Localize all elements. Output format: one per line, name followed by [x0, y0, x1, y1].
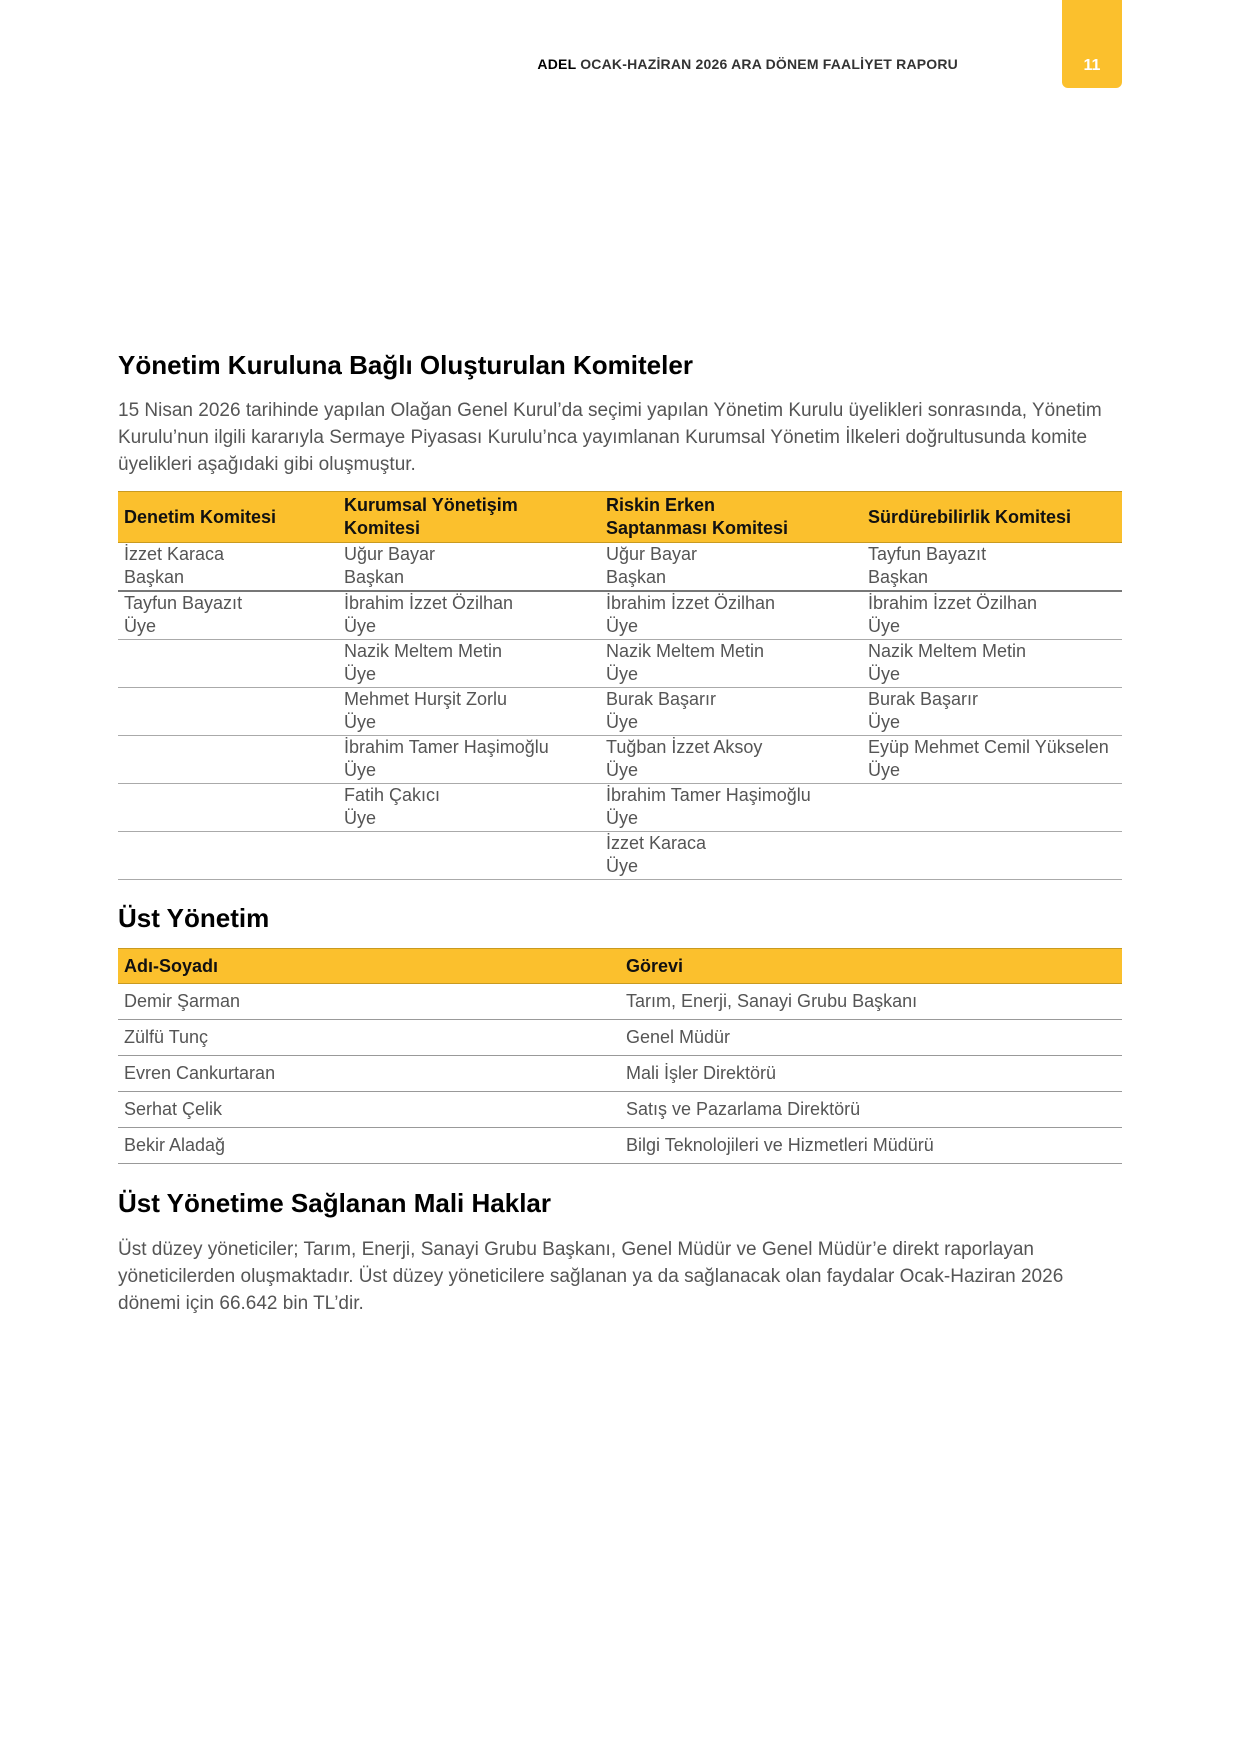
member-name: Nazik Meltem Metin	[868, 641, 1027, 661]
member-role: Üye	[868, 664, 901, 684]
rights-heading: Üst Yönetime Sağlanan Mali Haklar	[118, 1188, 551, 1218]
table-row	[118, 736, 1122, 784]
member-name: İzzet Karaca	[124, 544, 225, 564]
member-role: Üye	[344, 712, 377, 732]
member-name: Burak Başarır	[868, 689, 979, 709]
member-cell	[118, 591, 338, 640]
member-cell	[338, 832, 600, 880]
member-role: Üye	[344, 616, 377, 636]
management-table	[118, 948, 1122, 1164]
member-name: İzzet Karaca	[606, 833, 707, 853]
committee-header: Kurumsal Yönetişim Komitesi	[338, 492, 600, 543]
member-cell	[118, 543, 338, 592]
table-row	[118, 688, 1122, 736]
table-row	[118, 640, 1122, 688]
member-name: İbrahim Tamer Haşimoğlu	[344, 737, 549, 757]
member-cell	[338, 736, 600, 784]
table-row	[118, 1092, 1122, 1128]
member-cell	[862, 543, 1122, 592]
member-role: Üye	[606, 616, 639, 636]
member-name: İbrahim İzzet Özilhan	[344, 593, 514, 613]
member-role: Üye	[606, 808, 639, 828]
member-role: Üye	[344, 760, 377, 780]
executive-role: Bilgi Teknolojileri ve Hizmetleri Müdürü	[620, 1128, 1122, 1164]
member-name: Burak Başarır	[606, 689, 717, 709]
executive-name: Evren Cankurtaran	[118, 1056, 620, 1092]
report-period-title: OCAK-HAZİRAN 2026 ARA DÖNEM FAALİYET RAPORU	[580, 56, 958, 72]
role-column-header: Görevi	[620, 949, 1122, 984]
member-role: Başkan	[606, 567, 667, 587]
member-cell	[338, 640, 600, 688]
committees-heading: Yönetim Kuruluna Bağlı Oluşturulan Komiteler	[118, 350, 693, 380]
member-name: İbrahim İzzet Özilhan	[606, 593, 776, 613]
member-role: Üye	[868, 616, 901, 636]
member-cell	[862, 640, 1122, 688]
member-name: Tayfun Bayazıt	[868, 544, 987, 564]
member-cell	[338, 784, 600, 832]
committees-table	[118, 491, 1122, 880]
member-cell	[862, 736, 1122, 784]
member-cell	[862, 832, 1122, 880]
member-cell	[338, 543, 600, 592]
committee-header: Sürdürebilirlik Komitesi	[862, 492, 1122, 543]
committee-header: Riskin Erken Saptanması Komitesi	[600, 492, 862, 543]
executive-name: Zülfü Tunç	[118, 1020, 620, 1056]
member-role: Üye	[868, 760, 901, 780]
member-name: İbrahim İzzet Özilhan	[868, 593, 1038, 613]
member-name: Eyüp Mehmet Cemil Yükselen	[868, 737, 1109, 757]
table-row	[118, 1128, 1122, 1164]
member-cell	[600, 591, 862, 640]
member-role: Üye	[606, 664, 639, 684]
member-cell	[118, 640, 338, 688]
member-cell	[600, 543, 862, 592]
member-role: Üye	[868, 712, 901, 732]
member-cell	[600, 832, 862, 880]
table-row	[118, 1056, 1122, 1092]
member-role: Üye	[344, 808, 377, 828]
member-name: Uğur Bayar	[606, 544, 698, 564]
report-title	[537, 56, 958, 72]
member-name: Uğur Bayar	[344, 544, 436, 564]
member-role: Üye	[606, 856, 639, 876]
member-name: İbrahim Tamer Haşimoğlu	[606, 785, 811, 805]
executive-name: Demir Şarman	[118, 984, 620, 1020]
member-cell	[600, 784, 862, 832]
member-role: Üye	[344, 664, 377, 684]
executive-role: Mali İşler Direktörü	[620, 1056, 1122, 1092]
table-row	[118, 591, 1122, 640]
member-name: Tuğban İzzet Aksoy	[606, 737, 763, 757]
member-name: Mehmet Hurşit Zorlu	[344, 689, 508, 709]
member-cell	[600, 736, 862, 784]
committee-header: Denetim Komitesi	[118, 492, 338, 543]
management-heading: Üst Yönetim	[118, 903, 270, 933]
executive-role: Genel Müdür	[620, 1020, 1122, 1056]
member-name: Fatih Çakıcı	[344, 785, 441, 805]
management-header-row	[118, 949, 1122, 984]
member-role: Üye	[124, 616, 157, 636]
member-cell	[862, 688, 1122, 736]
table-row	[118, 984, 1122, 1020]
executive-name: Bekir Aladağ	[118, 1128, 620, 1164]
member-cell	[862, 591, 1122, 640]
executive-name: Serhat Çelik	[118, 1092, 620, 1128]
page-number: 11	[1083, 57, 1101, 74]
member-cell	[338, 688, 600, 736]
executive-role: Tarım, Enerji, Sanayi Grubu Başkanı	[620, 984, 1122, 1020]
page-header	[0, 0, 1241, 100]
member-cell	[600, 640, 862, 688]
member-name: Nazik Meltem Metin	[344, 641, 503, 661]
brand-name: ADEL	[537, 56, 577, 72]
member-cell	[600, 688, 862, 736]
member-role: Başkan	[868, 567, 929, 587]
table-row	[118, 832, 1122, 880]
member-cell	[338, 591, 600, 640]
member-cell	[118, 688, 338, 736]
member-role: Üye	[606, 712, 639, 732]
table-row	[118, 1020, 1122, 1056]
member-role: Başkan	[344, 567, 405, 587]
member-role: Başkan	[124, 567, 185, 587]
member-cell	[862, 784, 1122, 832]
member-cell	[118, 784, 338, 832]
page-number-tab	[1062, 0, 1122, 88]
member-name: Tayfun Bayazıt	[124, 593, 243, 613]
name-column-header: Adı-Soyadı	[118, 949, 620, 984]
member-name: Nazik Meltem Metin	[606, 641, 765, 661]
member-cell	[118, 736, 338, 784]
committees-paragraph: 15 Nisan 2026 tarihinde yapılan Olağan Genel Kurul’da seçimi yapılan Yönetim Kurulu üyelikleri sonrasında, Yönetim Kurulu’nun ilgili kararıyla Sermaye Piyasası Kurulu’nca yayımlanan Kurumsal Yönetim İlkeleri doğrultusunda komite üyelikleri aşağıdaki gibi oluşmuştur.	[118, 400, 1102, 475]
rights-paragraph: Üst düzey yöneticiler; Tarım, Enerji, Sanayi Grubu Başkanı, Genel Müdür ve Genel Müdür’e direkt raporlayan yöneticilerden oluşmaktadır. Üst düzey yöneticilere sağlanan ya da sağlanacak olan faydalar Ocak-Haziran 2026 dönemi için 66.642 bin TL’dir.	[118, 1239, 1064, 1314]
member-role: Üye	[606, 760, 639, 780]
table-row	[118, 543, 1122, 592]
committees-header-row	[118, 492, 1122, 543]
member-cell	[118, 832, 338, 880]
table-row	[118, 784, 1122, 832]
executive-role: Satış ve Pazarlama Direktörü	[620, 1092, 1122, 1128]
